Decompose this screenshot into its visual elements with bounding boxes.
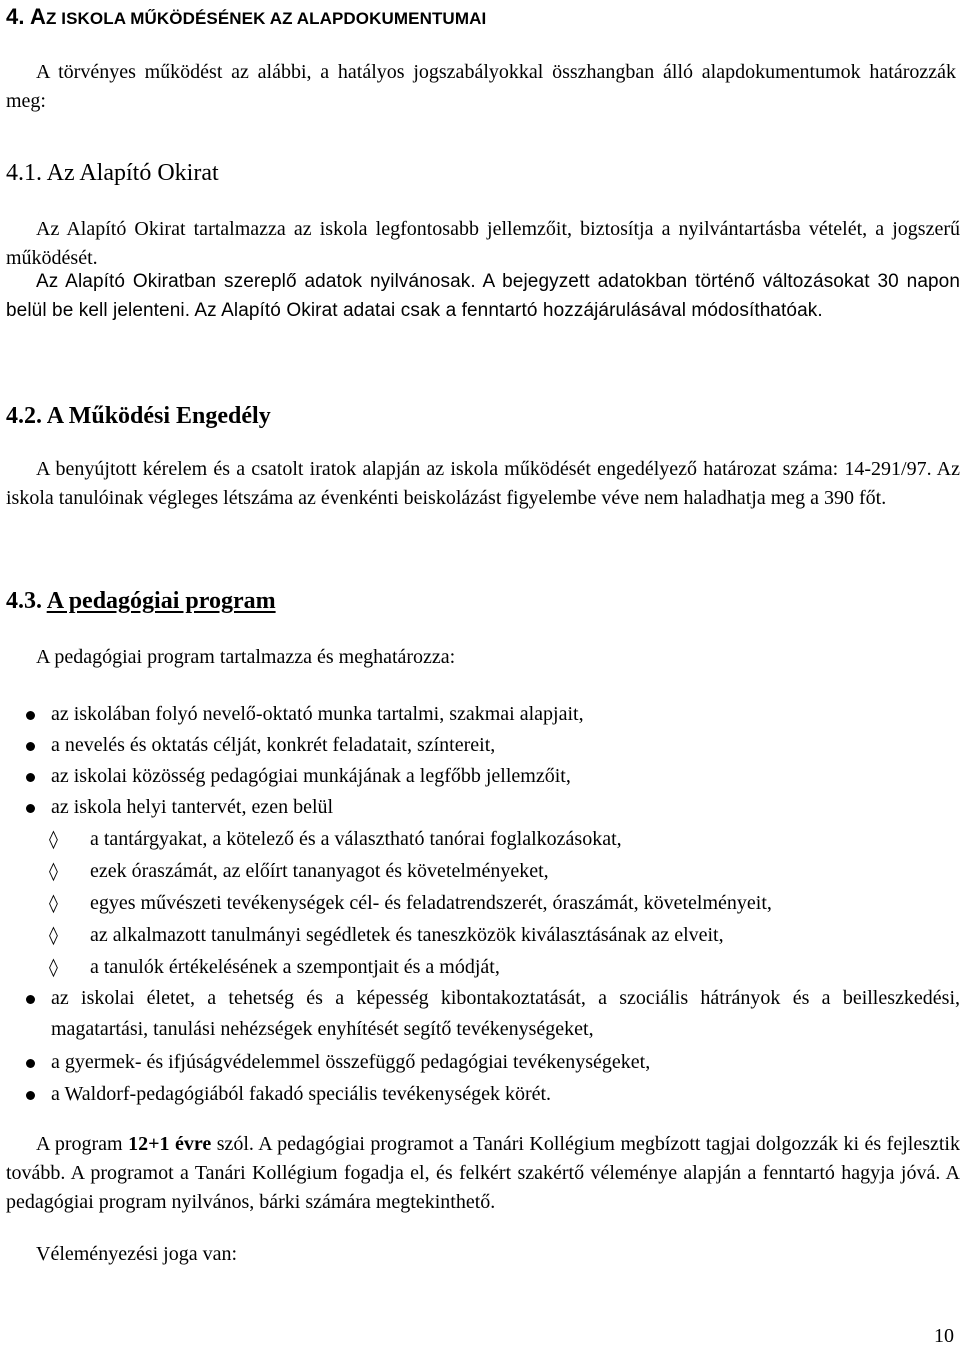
intro-paragraph: A törvényes működést az alábbi, a hatályos jogszabályokkal összhangban álló alapdokumentumok határozzák meg: [6, 61, 956, 112]
diamond-icon: ◊ [49, 957, 58, 978]
section-title-4-1: 4.1. Az Alapító Okirat [6, 160, 219, 186]
velemenyezesi-jog-line: Véleményezési joga van: [36, 1243, 238, 1265]
pedagogiai-program-lead: A pedagógiai program tartalmazza és meghatározza: [36, 646, 456, 668]
diamond-icon: ◊ [49, 861, 58, 882]
bullet-icon [26, 711, 35, 720]
bullet-icon [26, 742, 35, 751]
page-number: 10 [934, 1325, 954, 1347]
bullet-icon [26, 995, 35, 1004]
program-closing-paragraph: A program 12+1 évre szól. A pedagógiai programot a Tanári Kollégium megbízott tagjai dolgozzák ki és fejlesztik tovább. A programot a Tanári Kollégium fogadja el, és felkért szakértő véleménye alapján a fenntartó hagyja jóvá. A pedagógiai program nyilvános, bárki számára megtekinthető. [6, 1133, 960, 1213]
bullet-icon [26, 1091, 35, 1100]
bullet-icon [26, 1059, 35, 1068]
bullet-icon [26, 804, 35, 813]
bullet-icon [26, 773, 35, 782]
alapito-okirat-paragraph-1: Az Alapító Okirat tartalmazza az iskola legfontosabb jellemzőit, biztosítja a nyilvántartásba vételét, a jogszerű működését. [6, 218, 960, 269]
alapito-okirat-paragraph-2: Az Alapító Okiratban szereplő adatok nyilvánosak. A bejegyzett adatokban történő változásokat 30 napon belül be kell jelenteni. Az Alapító Okirat adatai csak a fenntartó hozzájárulásával módosíthatóak. [6, 271, 960, 321]
diamond-icon: ◊ [49, 829, 58, 850]
diamond-icon: ◊ [49, 925, 58, 946]
chapter-heading: 4. AZ ISKOLA MŰKÖDÉSÉNEK AZ ALAPDOKUMENTUMAI [6, 4, 487, 29]
mukodesi-engedely-paragraph: A benyújtott kérelem és a csatolt iratok alapján az iskola működését engedélyező határozat száma: 14-291/97. Az iskola tanulóinak végleges létszáma az évenkénti beiskolázást figyelembe véve nem haladhatja meg a 390 főt. [6, 458, 960, 509]
section-title-4-3: 4.3. A pedagógiai program [6, 588, 276, 614]
diamond-icon: ◊ [49, 893, 58, 914]
section-title-4-2: 4.2. A Működési Engedély [6, 403, 271, 429]
